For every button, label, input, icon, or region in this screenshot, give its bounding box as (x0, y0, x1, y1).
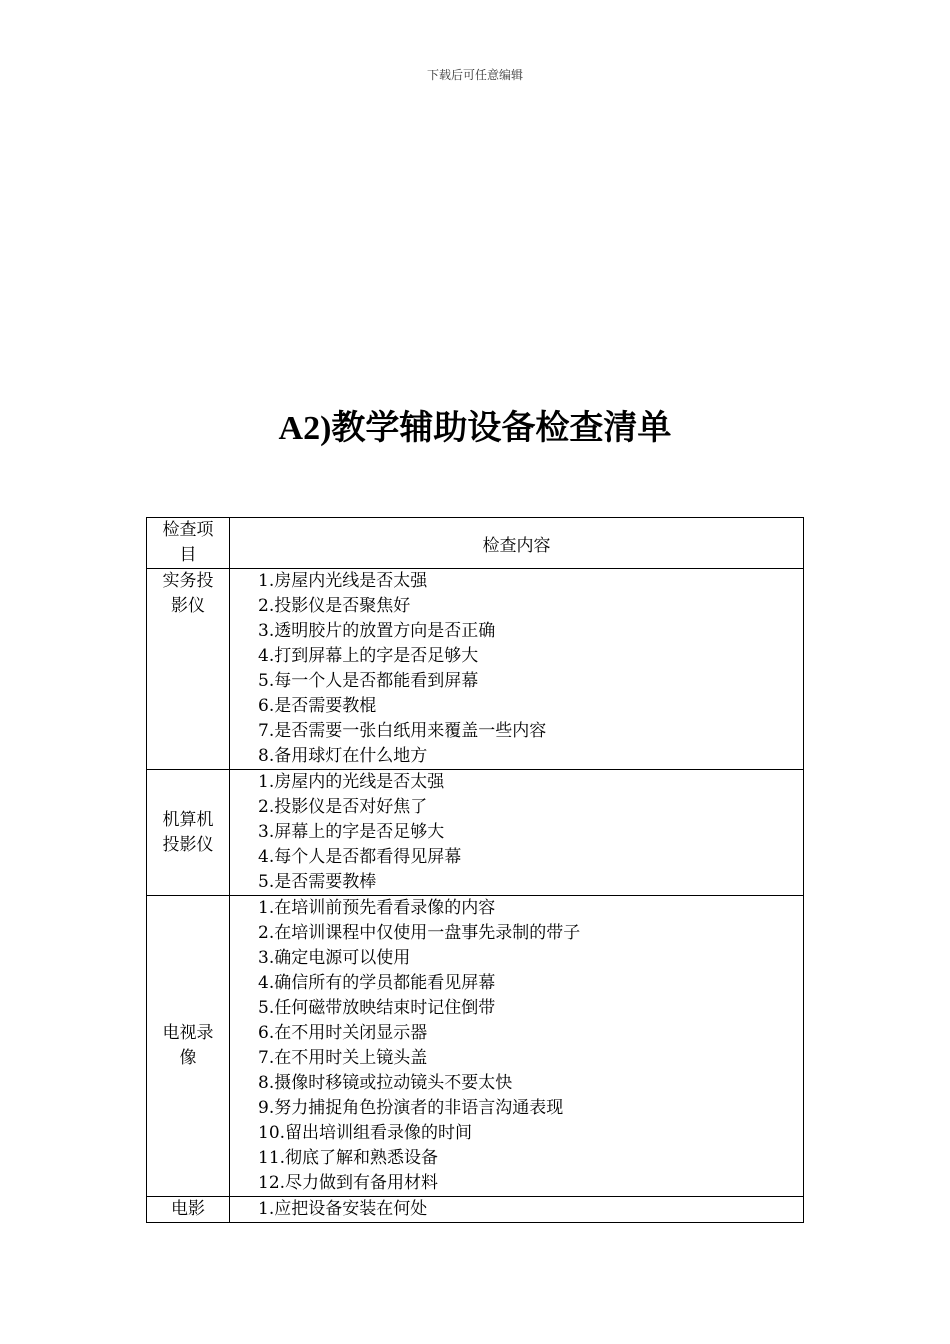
list-item: 1.在培训前预先看看录像的内容 (258, 898, 496, 918)
list-item: 2.投影仪是否聚焦好 (258, 596, 411, 616)
list-item: 4.每个人是否都看得见屏幕 (258, 847, 462, 867)
list-item: 7.在不用时关上镜头盖 (258, 1048, 428, 1068)
content-cell (230, 569, 804, 770)
table-row (147, 896, 804, 1197)
list-item: 3.透明胶片的放置方向是否正确 (258, 621, 496, 641)
column-header-item: 检查项目 (147, 518, 230, 569)
list-item: 2.在培训课程中仅使用一盘事先录制的带子 (258, 923, 581, 943)
content-list (230, 896, 803, 1196)
list-item: 1.房屋内的光线是否太强 (258, 772, 445, 792)
checklist-table (146, 517, 804, 1223)
list-item: 5.是否需要教棒 (258, 872, 377, 892)
list-item: 6.在不用时关闭显示器 (258, 1023, 428, 1043)
list-item: 2.投影仪是否对好焦了 (258, 797, 428, 817)
content-list (230, 569, 803, 769)
list-item: 4.确信所有的学员都能看见屏幕 (258, 973, 496, 993)
page-title: A2)教学辅助设备检查清单 (278, 410, 672, 447)
table-header-row (147, 518, 804, 569)
item-label: 机算机投影仪 (162, 809, 214, 855)
list-item: 8.备用球灯在什么地方 (258, 746, 428, 766)
list-item: 1.房屋内光线是否太强 (258, 571, 428, 591)
list-item: 11.彻底了解和熟悉设备 (258, 1148, 439, 1168)
item-cell (147, 1197, 230, 1223)
item-cell (147, 770, 230, 896)
list-item: 5.每一个人是否都能看到屏幕 (258, 671, 479, 691)
list-item: 9.努力捕捉角色扮演者的非语言沟通表现 (258, 1098, 564, 1118)
item-label: 电影 (171, 1199, 205, 1219)
column-header-content: 检查内容 (230, 518, 804, 569)
table-row (147, 1197, 804, 1223)
item-label: 电视录像 (162, 1023, 214, 1068)
content-list (230, 770, 803, 895)
content-cell (230, 770, 804, 896)
list-item: 1.应把设备安装在何处 (258, 1199, 428, 1219)
list-item: 6.是否需要教棍 (258, 696, 377, 716)
content-cell (230, 896, 804, 1197)
content-cell (230, 1197, 804, 1223)
table-body (147, 569, 804, 1223)
item-label: 实务投影仪 (162, 571, 214, 616)
list-item: 8.摄像时移镜或拉动镜头不要太快 (258, 1073, 513, 1093)
list-item: 3.屏幕上的字是否足够大 (258, 822, 445, 842)
list-item: 12.尽力做到有备用材料 (258, 1173, 439, 1193)
list-item: 5.任何磁带放映结束时记住倒带 (258, 998, 496, 1018)
table-row (147, 569, 804, 770)
list-item: 4.打到屏幕上的字是否足够大 (258, 646, 479, 666)
list-item: 10.留出培训组看录像的时间 (258, 1123, 473, 1143)
item-cell (147, 896, 230, 1197)
table-row (147, 770, 804, 896)
list-item: 3.确定电源可以使用 (258, 948, 411, 968)
item-cell (147, 569, 230, 770)
header-note: 下载后可任意编辑 (426, 68, 523, 82)
list-item: 7.是否需要一张白纸用来覆盖一些内容 (258, 721, 547, 741)
content-list (230, 1197, 803, 1222)
